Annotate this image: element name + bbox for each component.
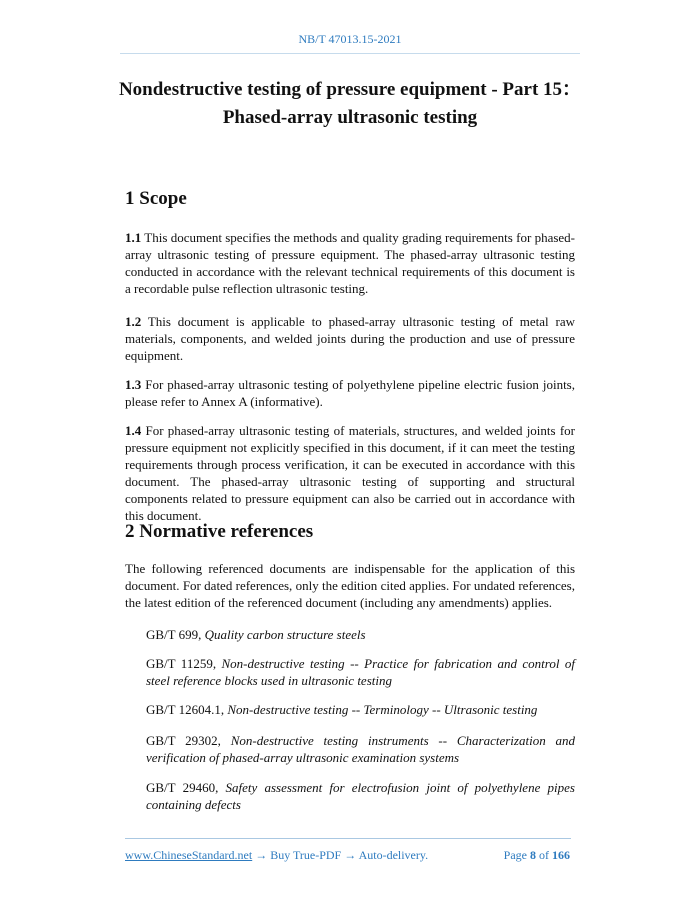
- header-doc-code: NB/T 47013.15-2021: [298, 32, 402, 46]
- reference-title: Safety assessment for electrofusion joint of polyethylene pipes containing defects: [146, 780, 575, 812]
- reference-title: Non-destructive testing -- Practice for fabrication and control of steel reference blocks used in ultrasonic testing: [146, 656, 575, 688]
- clause-number: 1.2: [125, 314, 142, 329]
- reference-item: [146, 732, 575, 766]
- page-indicator: [504, 848, 570, 863]
- section-heading-normative-references: 2 Normative references: [125, 521, 314, 542]
- header-divider: [120, 53, 580, 54]
- footer-tail: → Buy True-PDF → Auto-delivery.: [252, 848, 429, 862]
- paragraph-1-1: [125, 229, 575, 297]
- website-link[interactable]: www.ChineseStandard.net: [125, 848, 253, 862]
- clause-text: For phased-array ultrasonic testing of materials, structures, and welded joints for pressure equipment not explicitly specified in this document, if it can meet the testing requirements through process verification, it can be executed in accordance with this document. The phased-array ultrasonic testing of supporting and structural components related to pressure equipment can also be carried out in accordance with this document.: [125, 423, 575, 523]
- reference-code: GB/T 29302,: [146, 733, 231, 748]
- page-total: 166: [552, 848, 570, 862]
- clause-number: 1.1: [125, 230, 142, 245]
- reference-title: Non-destructive testing instruments -- Characterization and verification of phased-array ultrasonic examination systems: [146, 733, 575, 765]
- document-subtitle: Phased-array ultrasonic testing: [222, 107, 478, 128]
- references-intro: The following referenced documents are indispensable for the application of this document. For dated references, only the edition cited applies. For undated references, the latest edition of the referenced document (including any amendments) applies.: [125, 561, 575, 610]
- reference-item: [146, 779, 575, 813]
- clause-number: 1.3: [125, 377, 142, 392]
- of-label: of: [536, 848, 552, 862]
- footer-divider: [125, 838, 571, 839]
- paragraph-1-4: [125, 422, 575, 524]
- paragraph-1-3: [125, 376, 575, 410]
- reference-title: Non-destructive testing -- Terminology -- Ultrasonic testing: [227, 702, 538, 717]
- clause-text: This document specifies the methods and quality grading requirements for phased-array ultrasonic testing of pressure equipment. The phased-array ultrasonic testing conducted in accordance with the relevant technical requirements of this document is a recordable pulse reflection ultrasonic testing.: [125, 230, 575, 296]
- reference-item: [146, 655, 575, 689]
- reference-code: GB/T 12604.1,: [146, 702, 228, 717]
- reference-item: [146, 626, 575, 643]
- section-heading-scope: 1 Scope: [125, 188, 187, 209]
- footer-promo: [125, 848, 428, 863]
- reference-item: [146, 701, 575, 718]
- paragraph-1-2: [125, 313, 575, 364]
- clause-text: This document is applicable to phased-array ultrasonic testing of metal raw materials, components, and welded joints during the production and use of pressure equipment.: [125, 314, 575, 363]
- page-label: Page: [503, 848, 530, 862]
- reference-code: GB/T 11259,: [146, 656, 222, 671]
- clause-number: 1.4: [125, 423, 142, 438]
- reference-code: GB/T 29460,: [146, 780, 226, 795]
- reference-code: GB/T 699,: [146, 627, 205, 642]
- page-number: 8: [530, 848, 536, 862]
- document-title: Nondestructive testing of pressure equipment - Part 15：: [118, 79, 582, 100]
- reference-title: Quality carbon structure steels: [204, 627, 366, 642]
- clause-text: For phased-array ultrasonic testing of polyethylene pipeline electric fusion joints, please refer to Annex A (informative).: [125, 377, 575, 409]
